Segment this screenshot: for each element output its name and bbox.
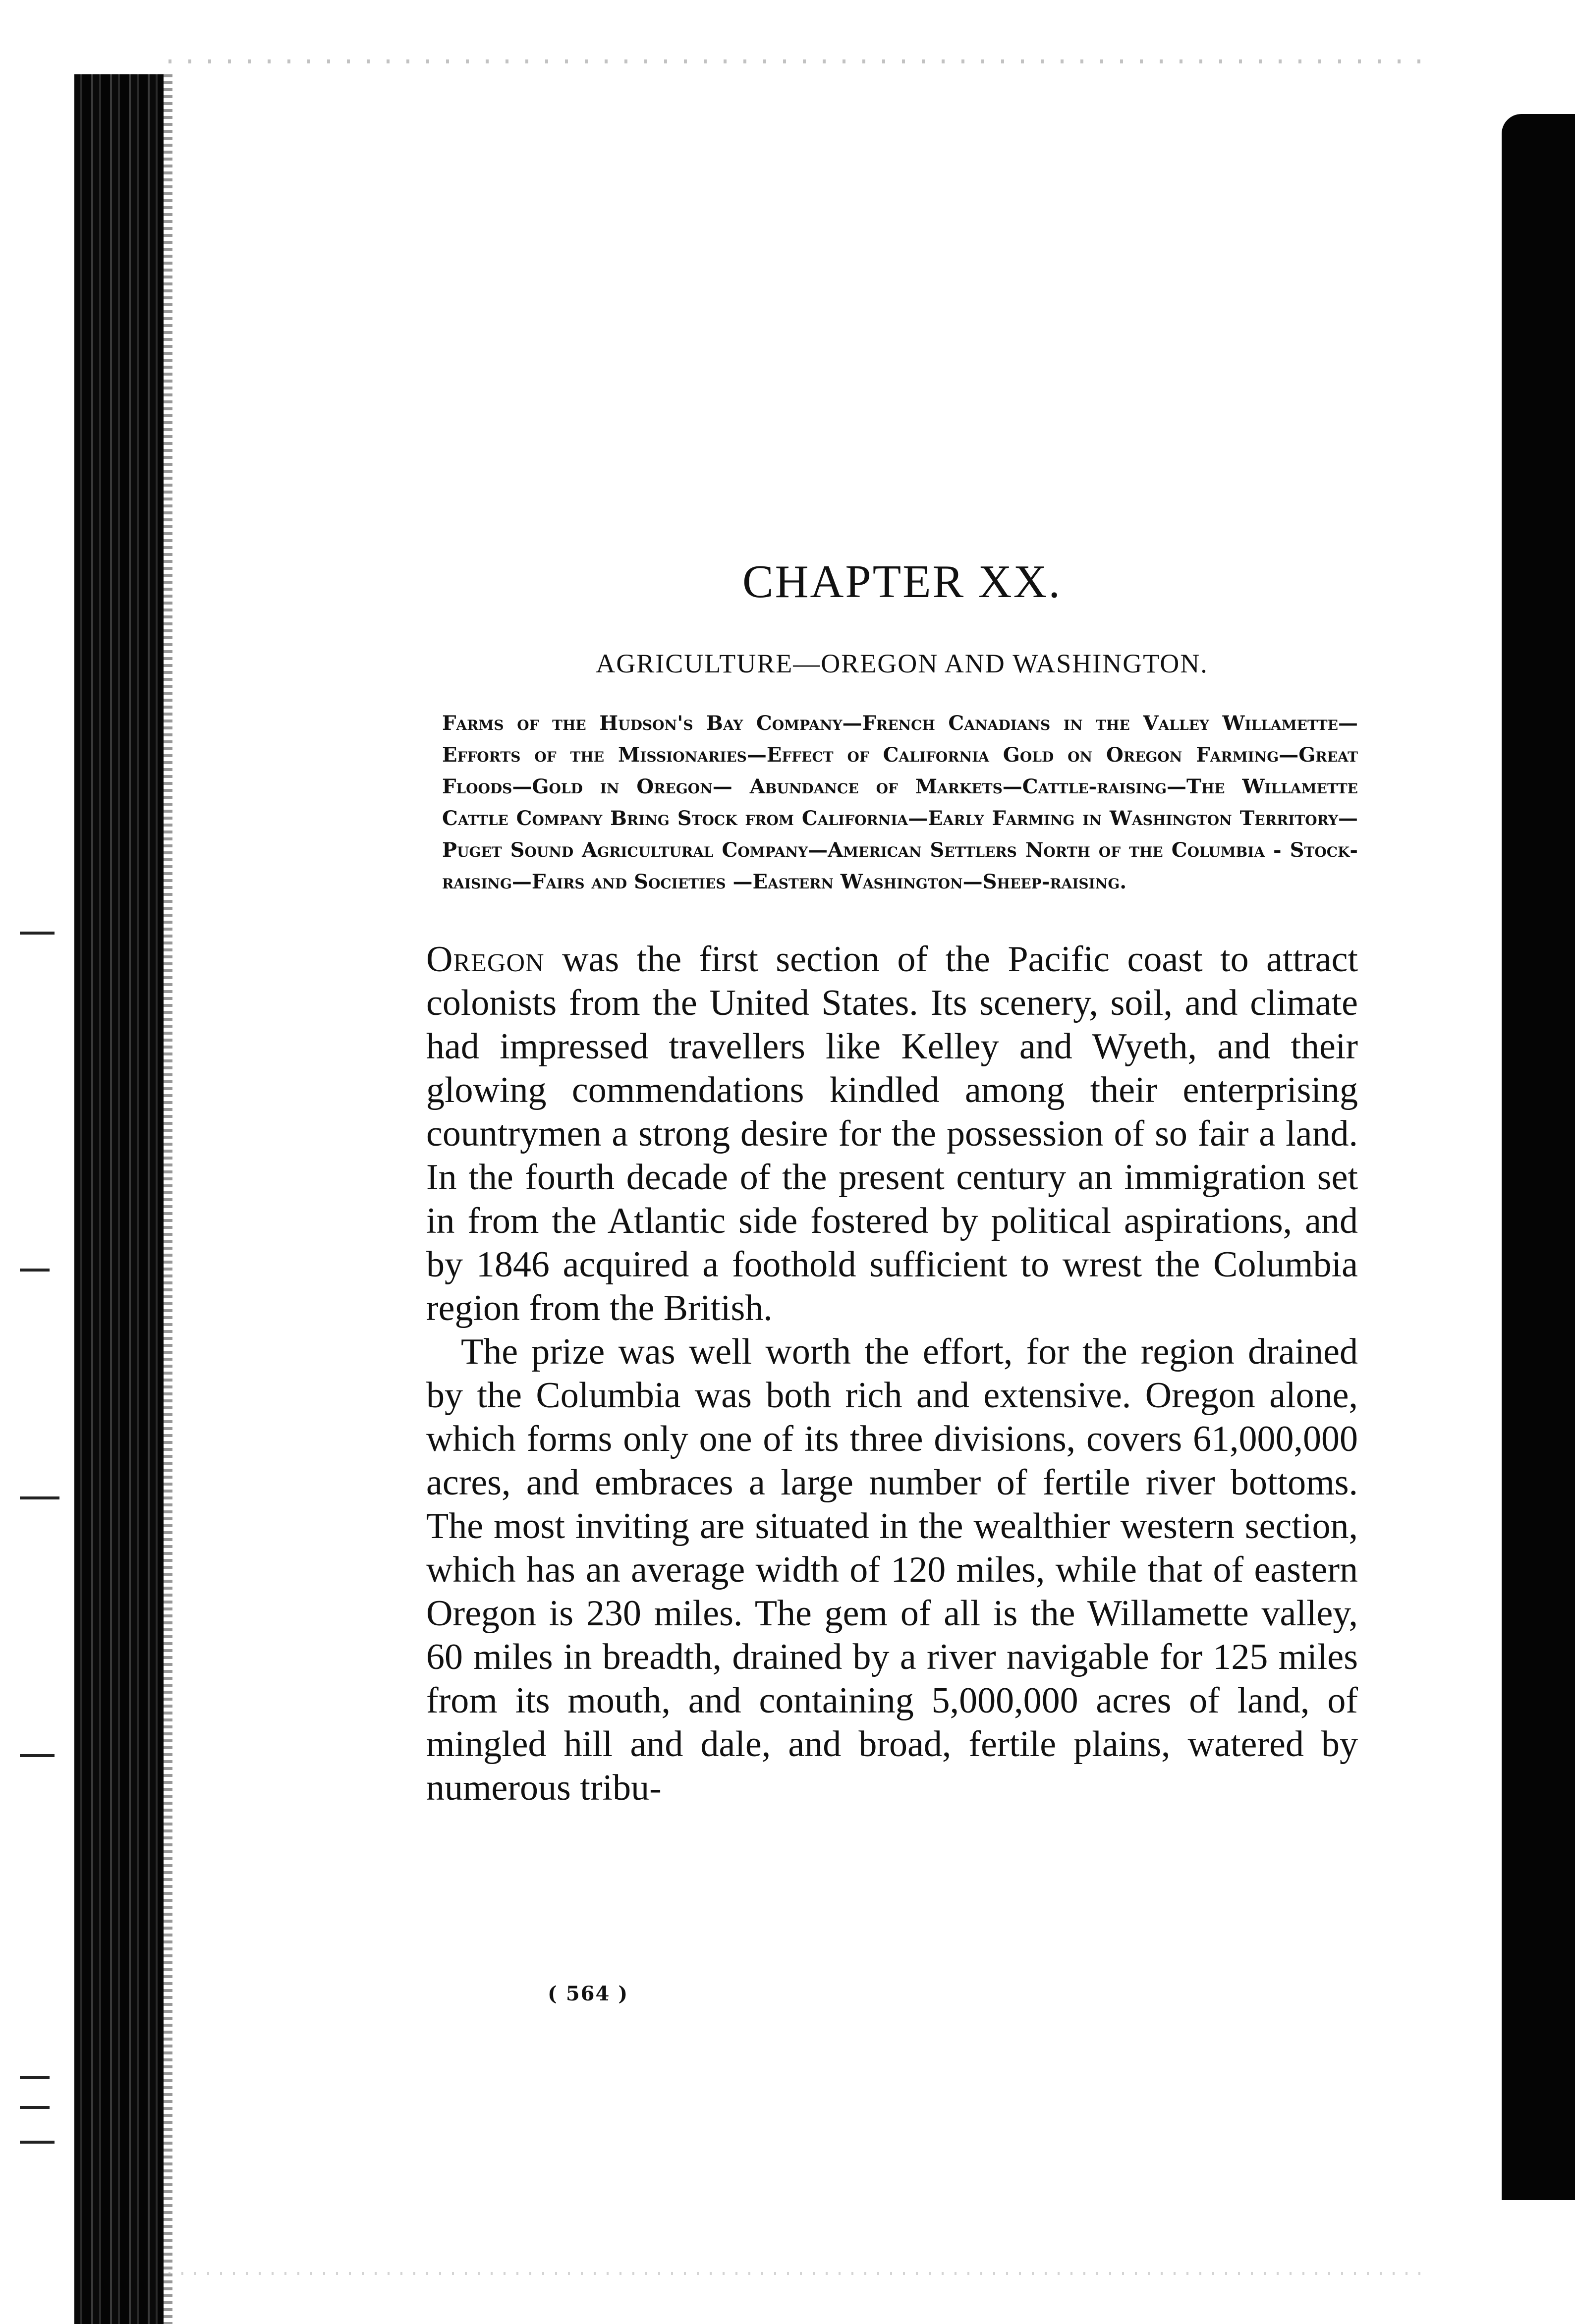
page-content xyxy=(426,555,1358,1810)
body-text xyxy=(426,938,1358,1810)
paragraph-1 xyxy=(426,938,1358,1330)
chapter-title: CHAPTER XX. xyxy=(742,556,1062,608)
bottom-scan-edge xyxy=(169,2272,1427,2275)
chapter-synopsis: Farms of the Hudson's Bay Company—French Canadians in the Valley Willamette—Efforts of the Missionaries—Effect of California Gold on Oregon Farming—Great Floods—Gold in Oregon— Abundance of Markets—Cattle-raising—The Willamette Cattle Company Bring Stock from California—Early Farming in Washington Territory—Puget Sound Agricultural Company—American Settlers North of the Columbia - Stock-raising—Fairs and Societies —Eastern Washington—Sheep-raising. xyxy=(442,712,1358,893)
chapter-subtitle: AGRICULTURE—OREGON AND WASHINGTON. xyxy=(596,649,1208,678)
paragraph-1-lead-word: Oregon xyxy=(426,939,545,980)
paragraph-2: The prize was well worth the effort, for the region drained by the Columbia was both rich and extensive. Oregon alone, which forms only one of its three divisions, covers 61,000,000 acres, and embraces a large number of fertile river bottoms. The most inviting are situated in the wealthier western section, which has an average width of 120 miles, while that of eastern Oregon is 230 miles. The gem of all is the Willamette valley, 60 miles in breadth, drained by a river navigable for 125 miles from its mouth, and containing 5,000,000 acres of land, of mingled hill and dale, and broad, fertile plains, watered by numerous tribu- xyxy=(426,1331,1358,1808)
right-binding-shadow xyxy=(1502,114,1575,2200)
paragraph-1-text: was the first section of the Pacific coast to attract colonists from the United States. Its scenery, soil, and climate had impressed travellers like Kelley and Wyeth, and their glowing commendations kindled among their enterprising countrymen a strong desire for the possession of so fair a land. In the fourth decade of the present century an immigration set in from the Atlantic side fostered by political aspirations, and by 1846 acquired a foothold sufficient to wrest the Columbia region from the British. xyxy=(426,939,1358,1328)
page-number: ( 564 ) xyxy=(548,1982,629,2005)
top-scan-edge xyxy=(169,59,1427,63)
scan-edge-marks xyxy=(0,0,69,2324)
left-binding-shadow xyxy=(74,74,164,2324)
